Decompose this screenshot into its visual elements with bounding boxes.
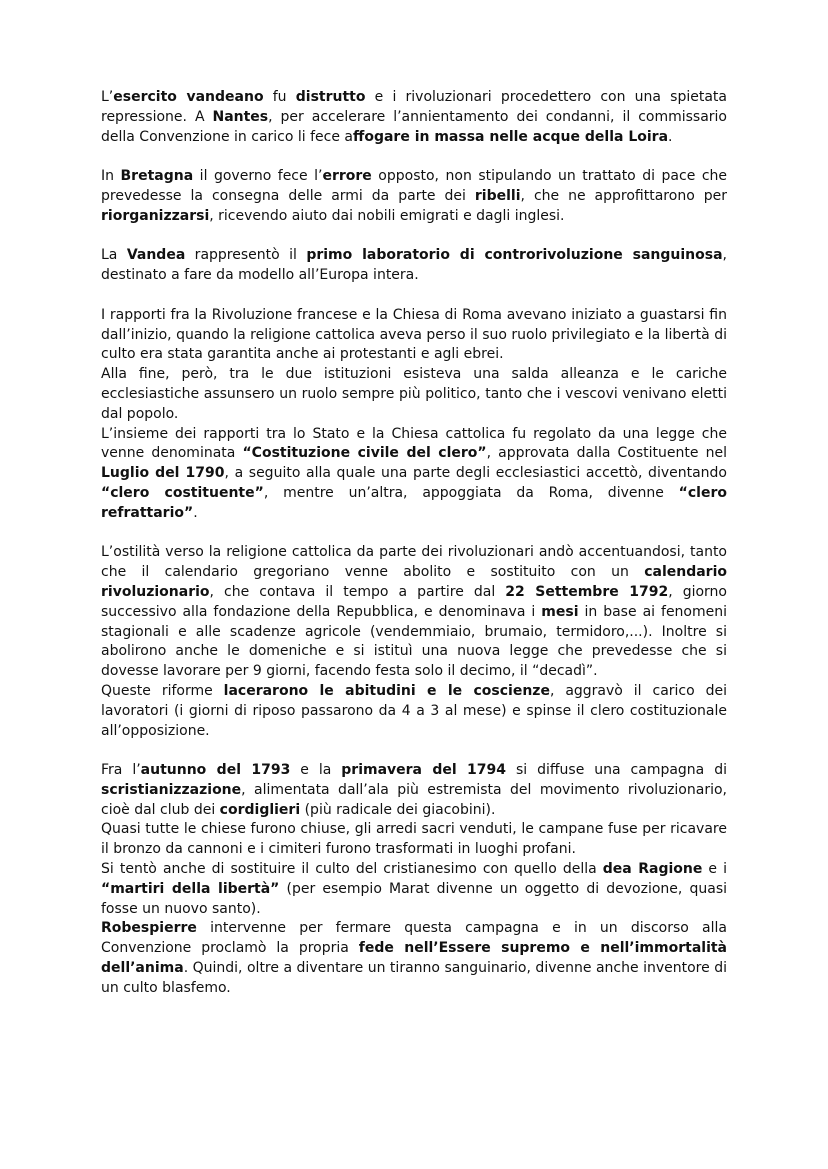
text-run: , che contava il tempo a partire dal (209, 583, 506, 600)
paragraph (101, 820, 727, 860)
paragraph (101, 860, 727, 919)
bold-text: primo laboratorio di controrivoluzione sanguinosa (306, 247, 723, 264)
text-run: rappresentò il (185, 247, 307, 264)
text-run: Quasi tutte le chiese furono chiuse, gli arredi sacri venduti, le campane fuse per ricavare il bronzo da cannoni e i cimiteri furono trasformati in luoghi profani. (101, 821, 727, 858)
bold-text: distrutto (295, 89, 366, 105)
bold-text: autunno del 1793 (140, 762, 291, 779)
text-run: , mentre un’altra, appoggiata da Roma, divenne (263, 484, 679, 501)
text-run: L’ (101, 89, 114, 105)
paragraph (101, 167, 727, 226)
bold-text: “clero refrattario” (101, 484, 727, 521)
bold-text: “clero costituente” (101, 484, 264, 501)
text-run: , che ne approfittarono per (520, 187, 727, 204)
text-run: , a seguito alla quale una parte degli ecclesiastici accettò, diventando (224, 465, 727, 482)
bold-text: mesi (541, 603, 579, 620)
bold-text: esercito vandeano (113, 89, 264, 105)
text-run: La (101, 247, 127, 264)
text-run: e i (702, 861, 728, 878)
bold-text: Vandea (126, 247, 186, 264)
bold-text: lacerarono le abitudini e le coscienze (223, 682, 550, 699)
paragraph (101, 682, 727, 741)
text-run: e la (290, 762, 342, 779)
paragraph (101, 919, 727, 998)
text-run: Si tentò anche di sostituire il culto del cristianesimo con quello della (101, 861, 603, 878)
text-run: , aggravò il carico dei lavoratori (i giorni di riposo passarono da 4 a 3 al mese) e spinse il clero costituzionale all’opposizione. (101, 682, 727, 739)
text-run: e i rivoluzionari procedettero con una spietata repressione. A (101, 89, 727, 125)
bold-text: “Costituzione civile del clero” (242, 445, 487, 462)
text-run: In (101, 168, 121, 185)
text-run: . Quindi, oltre a diventare un tiranno sanguinario, divenne anche inventore di un culto blasfemo. (101, 960, 727, 996)
text-run: L’insieme dei rapporti tra lo Stato e la Chiesa cattolica fu regolato da una legge che venne denominata (101, 425, 727, 462)
bold-text: “martiri della libertà” (101, 880, 280, 897)
bold-text: cordiglieri (219, 801, 301, 818)
text-run: L’ostilità verso la religione cattolica da parte dei rivoluzionari andò accentuandosi, tanto che il calendario gregoriano venne abolito e sostituito con un (101, 544, 727, 581)
text-run: I rapporti fra la Rivoluzione francese e la Chiesa di Roma avevano iniziato a guastarsi fin dall’inizio, quando la religione cattolica aveva perso il suo ruolo privilegiato e la libertà di culto era stata garantita anche ai protestanti e agli ebrei. (101, 306, 727, 363)
text-run: (per esempio Marat divenne un oggetto di devozione, quasi fosse un nuovo santo). (101, 880, 727, 917)
bold-text: calendario rivoluzionario (101, 564, 727, 600)
text-run: , giorno successivo alla fondazione della Repubblica, e denominava i (101, 583, 727, 620)
bold-text: ffogare in massa nelle acque della Loira (353, 128, 669, 145)
bold-text: Bretagna (120, 168, 194, 185)
text-run: , alimentata dall’ala più estremista del movimento rivoluzionario, cioè dal club dei (101, 781, 727, 818)
paragraph (101, 365, 727, 424)
text-run: (più radicale dei giacobini). (300, 801, 496, 818)
text-run: , destinato a fare da modello all’Europa intera. (101, 247, 727, 284)
paragraph (101, 88, 727, 147)
bold-text: scristianizzazione (101, 781, 242, 798)
text-run: Fra l’ (101, 762, 141, 779)
paragraph (101, 246, 727, 286)
text-run: in base ai fenomeni stagionali e alle scadenze agricole (vendemmiaio, brumaio, termidoro,...). Inoltre si abolirono anche le domeniche e si istituì una nuova legge che prevedesse che si dovesse lavorare per 9 giorni, facendo festa solo il decimo, il “decadì”. (101, 603, 728, 680)
bold-text: 22 Settembre 1792 (505, 583, 669, 600)
bold-text: fede nell’Essere supremo e nell’immortalità dell’anima (101, 940, 728, 977)
bold-text: Nantes (212, 108, 269, 125)
bold-text: primavera del 1794 (341, 762, 507, 779)
bold-text: riorganizzarsi (101, 207, 210, 224)
bold-text: dea Ragione (602, 861, 703, 878)
paragraph (101, 425, 727, 524)
text-run: Alla fine, però, tra le due istituzioni esisteva una salda alleanza e le cariche ecclesiastiche assunsero un ruolo sempre più politico, tanto che i vescovi venivano eletti dal popolo. (101, 366, 727, 422)
paragraph (101, 543, 727, 682)
text-run: . (193, 504, 198, 521)
document-page (101, 88, 727, 999)
text-run: , approvata dalla Costituente nel (486, 445, 727, 462)
text-run: , ricevendo aiuto dai nobili emigrati e dagli inglesi. (209, 207, 565, 224)
text-run: , per accelerare l’annientamento dei condanni, il commissario della Convenzione in carico li fece a (101, 108, 727, 145)
text-run: fu (263, 89, 296, 105)
text-run: il governo fece l’ (193, 168, 323, 185)
text-run: Queste riforme (101, 682, 224, 699)
text-run: si diffuse una campagna di (506, 762, 727, 779)
text-run: intervenne per fermare questa campagna e in un discorso alla Convenzione proclamò la propria (101, 920, 727, 957)
bold-text: Robespierre (101, 920, 197, 937)
bold-text: Luglio del 1790 (101, 465, 225, 482)
paragraph (101, 306, 727, 365)
text-run: . (668, 128, 673, 145)
text-run: opposto, non stipulando un trattato di pace che prevedesse la consegna delle armi da parte dei (101, 168, 728, 204)
paragraph (101, 761, 727, 820)
bold-text: ribelli (474, 187, 521, 204)
bold-text: errore (322, 168, 372, 185)
